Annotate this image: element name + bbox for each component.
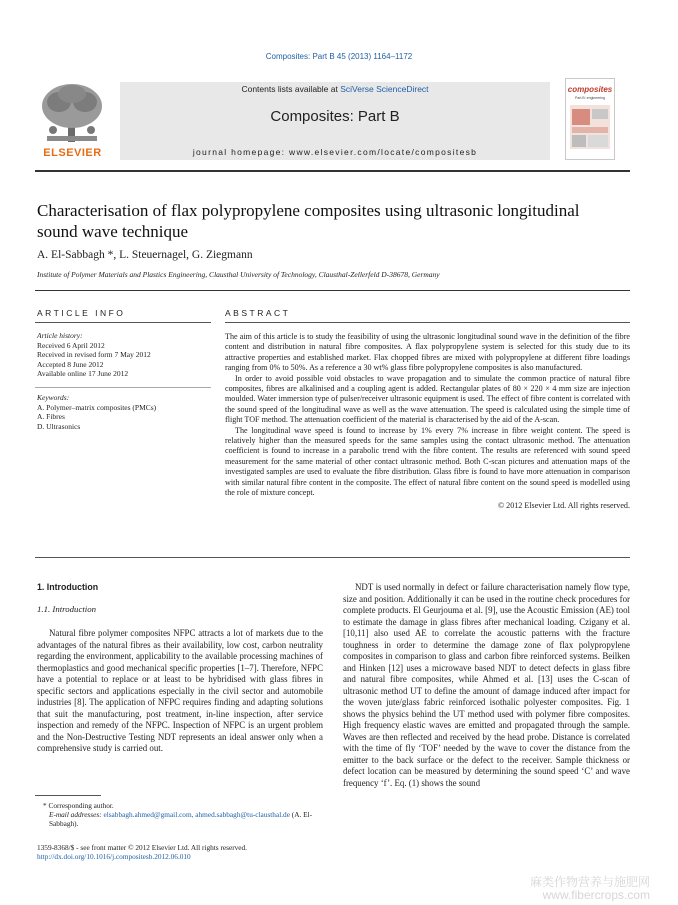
header-rule bbox=[35, 170, 630, 172]
abstract-text bbox=[225, 332, 630, 511]
issn-line: 1359-8368/$ - see front matter © 2012 Elsevier Ltd. All rights reserved. bbox=[37, 843, 248, 852]
cover-title: composites bbox=[567, 85, 613, 94]
article-history bbox=[37, 331, 217, 379]
cover-artwork bbox=[566, 103, 614, 153]
article-info-rule bbox=[35, 322, 211, 323]
history-received: Received 6 April 2012 bbox=[37, 340, 105, 350]
journal-cover-thumbnail[interactable] bbox=[565, 78, 615, 160]
keyword-item: A. Polymer–matrix composites (PMCs) bbox=[37, 402, 157, 412]
site-watermark bbox=[530, 876, 650, 902]
cover-subtitle: Part B: engineering bbox=[575, 96, 605, 100]
abstract-paragraph: In order to avoid possible void obstacles to wave propagation and to simulate the common practice of natural fibre composites, fibres are alkalinised and a coupling agent is added. Rectangular plates of 80 × 220 × 4 mm size are injection moulded. Water immersion type of pulser/receiver ultrasonic equipment is used. The effect of fibre content is correlated with the sound speed of the longitudinal wave as well as the wave attenuation. The speed is calculated using the simple time of flight TOF method. The attenuation coefficient of the material is characterised by the aid of the A-scan. bbox=[225, 373, 630, 425]
history-label: Article history: bbox=[37, 331, 83, 340]
history-accepted: Accepted 8 June 2012 bbox=[37, 359, 104, 369]
abstract-rule bbox=[225, 322, 630, 323]
contents-line bbox=[120, 84, 550, 94]
keywords-block bbox=[37, 393, 217, 431]
keywords-label: Keywords: bbox=[37, 393, 70, 402]
history-rule bbox=[35, 387, 211, 388]
abstract-heading: ABSTRACT bbox=[225, 308, 291, 318]
corresponding-author-note: * Corresponding author. bbox=[43, 801, 114, 810]
abstract-paragraph: The longitudinal wave speed is found to increase by 1% every 7% increase in fibre weight content. The speed is relatively higher than the measured speeds for the same samples using the contact ultrasonic method. The attenuation coefficient is found to increase in a parabolic trend with the fibre content. The results are referenced with sound speed measurement for the same material of other contact ultrasonic method. Both C-scan pictures and attenuation maps of the investigated samples are used to evaluate the fibre distribution. Glass fibre is found to have more attenuation in comparison with similar natural fibre content in the composite. The effect of natural fibre content on the sound speed is modelled using the role of mixture concept. bbox=[225, 425, 630, 498]
abstract-paragraph: The aim of this article is to study the feasibility of using the ultrasonic longitudinal sound wave in the definition of the fibre content and distribution in natural fibre composites. A flax polypropylene system is selected for this study due to its attractive properties and established market. Flax chopped fibres are mixed with polypropylene at different fibre loadings ranging from 0% to 50%. As a reference a 30 wt% glass fibre polypropylene composites is also manufactured. bbox=[225, 332, 630, 373]
watermark-line: 麻类作物营养与施肥网 bbox=[530, 875, 651, 889]
body-right-column bbox=[343, 582, 630, 789]
watermark-line: www.fibercrops.com bbox=[542, 888, 651, 902]
keyword-item: A. Fibres bbox=[37, 412, 65, 421]
email-label: E-mail addresses: bbox=[49, 810, 102, 819]
history-online: Available online 17 June 2012 bbox=[37, 369, 129, 378]
sciencedirect-link[interactable]: SciVerse ScienceDirect bbox=[340, 84, 429, 94]
article-title: Characterisation of flax polypropylene composites using ultrasonic longitudinal sound wave technique bbox=[37, 201, 580, 241]
section-heading: 1. Introduction bbox=[37, 582, 99, 592]
subsection-heading: 1.1. Introduction bbox=[37, 604, 97, 614]
body-paragraph: Natural fibre polymer composites NFPC attracts a lot of markets due to the advantages of the natural fibres as their availability, low cost, carbon neutrality regarding the environment, applicability to the available processing machines of thermoplastics and good mechanical specific properties [1–7]. Therefore, NFPC have a potential to replace or at least to be hybridised with glass fibres in specific sectors and applications especially in the civil sector and automobile industries [8]. The application of NFPC requires finding and adapting solutions that suit the manufacturing, post treatment, in-line inspection, after service inspection and remedy of the NFPC. Inspection of NFPC is an urgent problem and the Non-Destructive Testing NDT represents an ideal answer only when a comprehensive study is carried out. bbox=[37, 628, 323, 753]
journal-reference[interactable]: Composites: Part B 45 (2013) 1164–1172 bbox=[265, 52, 413, 61]
doi-link[interactable]: http://dx.doi.org/10.1016/j.compositesb.2012.06.010 bbox=[37, 852, 191, 861]
contents-prefix: Contents lists available at bbox=[241, 84, 341, 94]
footnote-block bbox=[37, 801, 323, 828]
email-suffix: (A. El-Sabbagh). bbox=[49, 810, 313, 828]
keyword-item: D. Ultrasonics bbox=[37, 421, 81, 431]
footnote-rule bbox=[35, 795, 101, 796]
abstract-copyright: © 2012 Elsevier Ltd. All rights reserved. bbox=[497, 500, 630, 510]
journal-name: Composites: Part B bbox=[270, 108, 400, 125]
history-revised: Received in revised form 7 May 2012 bbox=[37, 350, 151, 359]
body-left-column bbox=[37, 628, 323, 755]
article-info-heading: ARTICLE INFO bbox=[37, 308, 126, 318]
author-email-links[interactable]: elsabbagh.ahmed@gmail.com, ahmed.sabbagh@tu-clausthal.de bbox=[103, 810, 290, 819]
title-rule bbox=[35, 290, 630, 291]
article-authors: A. El-Sabbagh *, L. Steuernagel, G. Ziegmann bbox=[37, 249, 253, 261]
author-affiliation: Institute of Polymer Materials and Plastics Engineering, Clausthal University of Technology, Clausthal-Zellerfeld D-38678, Germany bbox=[37, 270, 440, 279]
abstract-bottom-rule bbox=[35, 557, 630, 558]
publication-info bbox=[37, 843, 337, 861]
publisher-name: ELSEVIER bbox=[43, 147, 102, 159]
journal-homepage[interactable]: journal homepage: www.elsevier.com/locate/compositesb bbox=[192, 147, 478, 157]
body-paragraph: NDT is used normally in defect or failure characterisation namely flow type, size and position. Additionally it can be used in the routine check procedures for complete products. El Geurjouma et al. [9], use the Acoustic Emission (AE) tool to estimate the damage in glass fibres after mechanical loading. Czigany et al. [10,11] also used AE to correlate the acoustic patterns with the fracture toughness in order to determine the damage zone of flax polypropylene composites in comparison to glass and carbon fibre reinforced systems. Beilken and Hinken [12] uses a microwave based NDT to detect defects in glass fibre and natural fibre composites, while Ahmed et al. [13] uses the C-scan of ultrasonic method UT to define the amount of damage induced after impact for the woven jute/glass fabric reinforced isothalic polyester composites. Fig. 1 shows the physics behind the UT method used with polymer fibre composites. High frequency elastic waves are emitted and propagated through the sample. Waves are then reflected and received by the head probe. Distance is correlated with the time of fly ‘TOF’ needed by the wave to cover the distance from the emitter to the back surface or the defect to the receiver. Sample thickness or defect location can be measured by determining the sound speed ‘C’ and wave frequency ‘f’. Eq. (1) shows the sound bbox=[343, 582, 630, 788]
